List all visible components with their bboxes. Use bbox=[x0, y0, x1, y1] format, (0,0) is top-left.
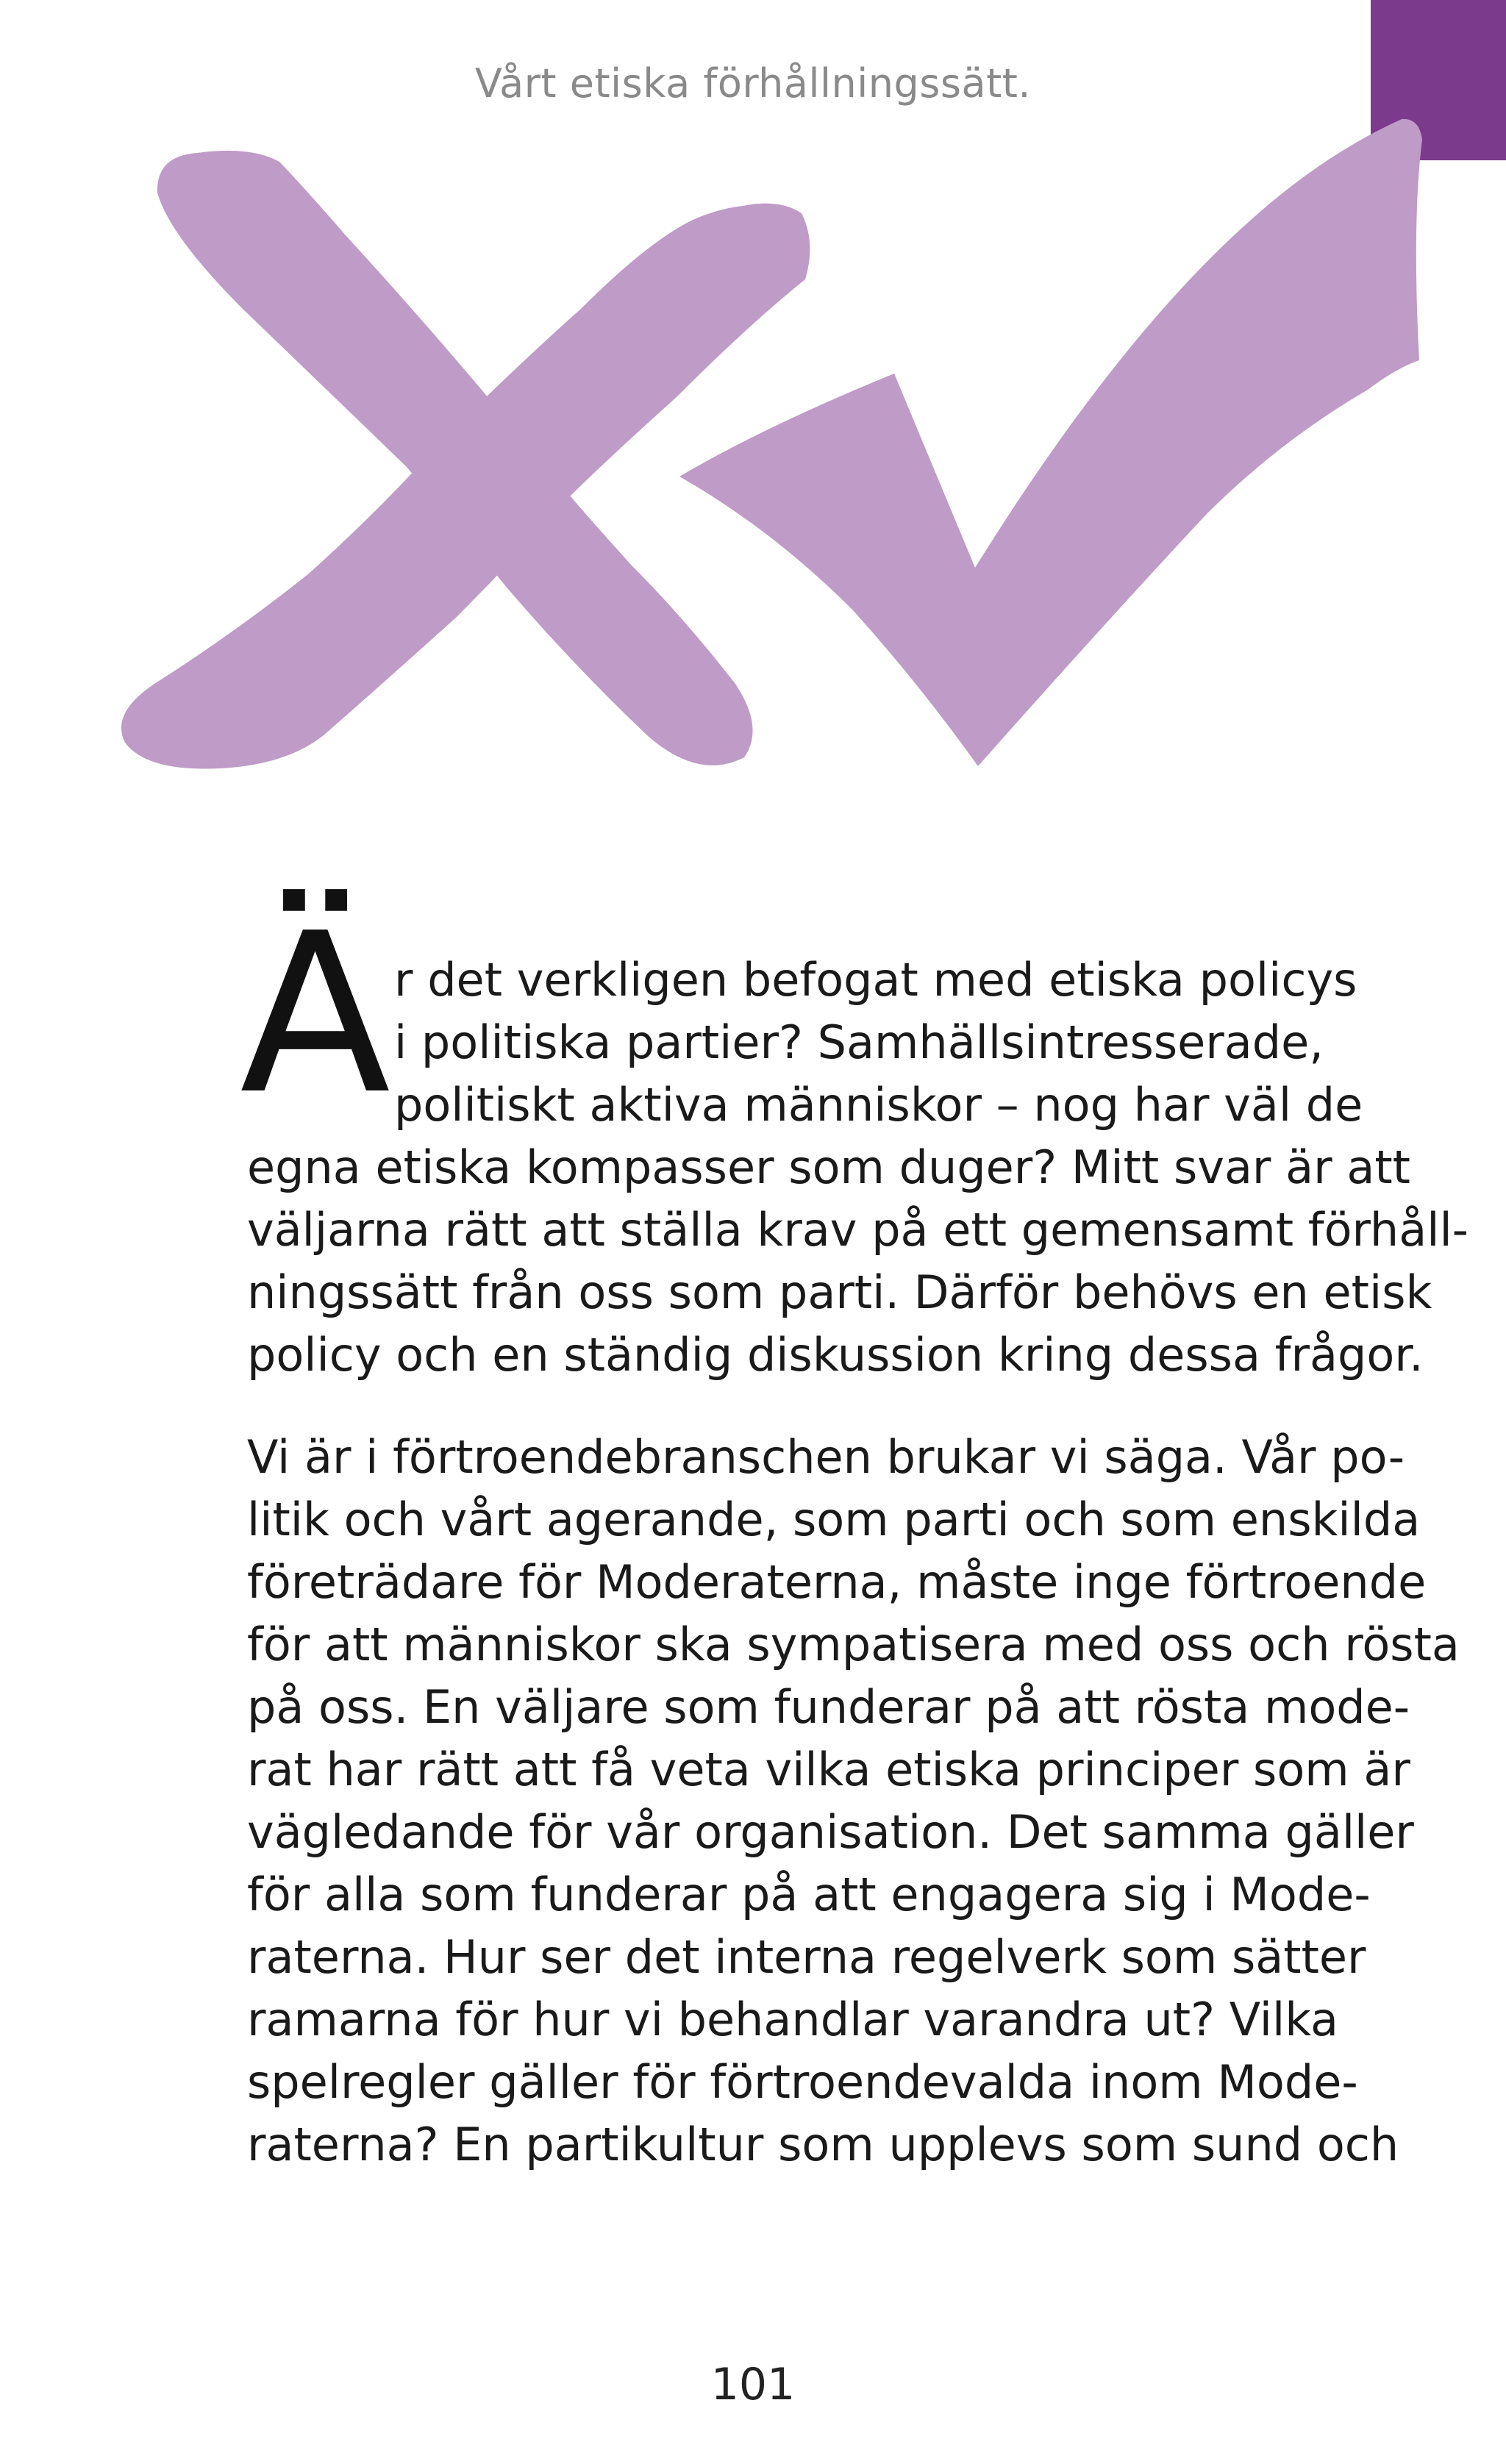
cross-mark-icon bbox=[121, 151, 810, 769]
text-line: i politiska partier? Samhällsintresserade, bbox=[394, 1015, 1324, 1069]
text-line: för att människor ska sympatisera med oss och rösta bbox=[247, 1618, 1460, 1671]
text-line: policy och en ständig diskussion kring dessa frågor. bbox=[247, 1328, 1424, 1382]
text-line: spelregler gäller för förtroendevalda inom Mode- bbox=[247, 2055, 1358, 2109]
text-line: ramarna för hur vi behandlar varandra ut? Vilka bbox=[247, 1993, 1339, 2046]
body-text bbox=[247, 949, 1469, 2176]
text-line: Vi är i förtroendebranschen brukar vi säga. Vår po- bbox=[247, 1430, 1405, 1484]
text-line: egna etiska kompasser som duger? Mitt svar är att bbox=[247, 1140, 1410, 1194]
running-header: Vårt etiska förhållningssätt. bbox=[474, 60, 1032, 107]
text-line: vägledande för vår organisation. Det samma gäller bbox=[247, 1805, 1414, 1859]
text-line: litik och vårt agerande, som parti och som enskilda bbox=[247, 1493, 1421, 1546]
text-line: ningssätt från oss som parti. Därför behövs en etisk bbox=[247, 1265, 1432, 1319]
text-line: r det verkligen befogat med etiska policys bbox=[394, 953, 1357, 1007]
text-line: på oss. En väljare som funderar på att rösta mode- bbox=[247, 1680, 1410, 1734]
text-line: företrädare för Moderaterna, måste inge förtroende bbox=[247, 1555, 1427, 1609]
decoration-art bbox=[0, 0, 1506, 809]
text-line: politiskt aktiva människor – nog har väl de bbox=[394, 1078, 1363, 1132]
text-line: rat har rätt att få veta vilka etiska principer som är bbox=[247, 1743, 1410, 1796]
page-number: 101 bbox=[710, 2359, 796, 2410]
text-line: raterna. Hur ser det interna regelverk som sätter bbox=[247, 1930, 1366, 1984]
text-line: väljarna rätt att ställa krav på ett gemensamt förhåll- bbox=[247, 1203, 1469, 1257]
text-line: raterna? En partikultur som upplevs som sund och bbox=[247, 2118, 1399, 2171]
text-line: för alla som funderar på att engagera sig i Mode- bbox=[247, 1868, 1371, 1921]
drop-cap: Ä bbox=[240, 886, 391, 1143]
